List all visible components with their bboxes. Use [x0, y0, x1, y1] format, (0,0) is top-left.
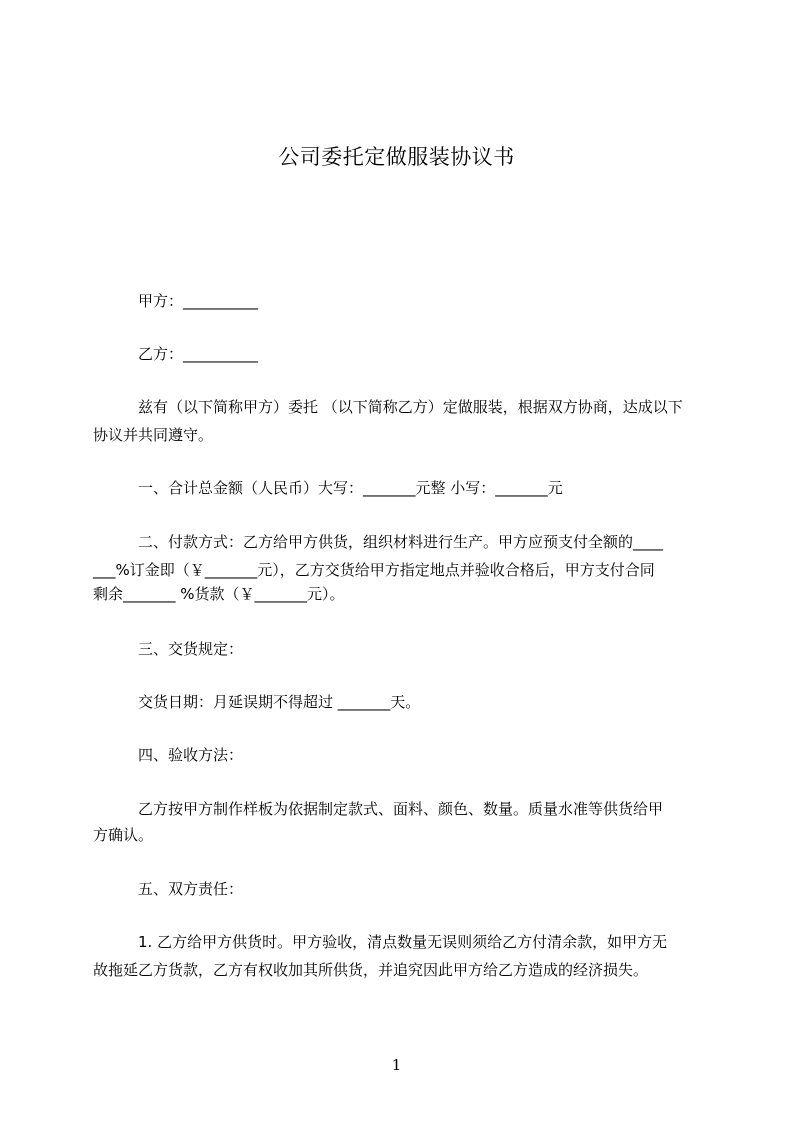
- intro-line-1: 兹有（以下简称甲方）委托 （以下简称乙方）定做服装，根据双方协商，达成以下: [138, 398, 683, 416]
- section-2-line-1: 二、付款方式：乙方给甲方供货，组织材料进行生产。甲方应预支付全额的____: [138, 533, 664, 551]
- section-5-item-1-line-2: 故拖延乙方货款，乙方有权收加其所供货，并追究因此甲方给乙方造成的经济损失。: [93, 961, 649, 979]
- section-1-total-amount: 一、合计总金额（人民币）大写：_______元整 小写：_______元: [138, 479, 563, 497]
- intro-line-2: 协议并共同遵守。: [93, 426, 214, 444]
- page-number: 1: [391, 1056, 402, 1074]
- document-title: 公司委托定做服装协议书: [278, 145, 515, 169]
- section-4-heading: 四、验收方法：: [138, 746, 244, 764]
- party-a-line: 甲方：__________: [138, 292, 259, 310]
- section-2-line-2: ___%订金即（￥_______元），乙方交货给甲方指定地点并验收合格后，甲方支付合同: [93, 561, 655, 579]
- party-b-line: 乙方：__________: [138, 345, 259, 363]
- section-5-heading: 五、双方责任：: [138, 880, 244, 898]
- section-3-heading: 三、交货规定：: [138, 640, 244, 658]
- section-4-line-1: 乙方按甲方制作样板为依据制定款式、面料、颜色、数量。质量水准等供货给甲: [138, 800, 664, 818]
- section-4-line-2: 方确认。: [93, 826, 154, 844]
- section-2-line-3: 剩余_______ %货款（￥_______元）。: [93, 585, 345, 603]
- delivery-date-line: 交货日期：月延误期不得超过 _______天。: [138, 693, 421, 711]
- section-5-item-1-line-1: 1. 乙方给甲方供货时。甲方验收，清点数量无误则须给乙方付清余款，如甲方无: [138, 933, 668, 951]
